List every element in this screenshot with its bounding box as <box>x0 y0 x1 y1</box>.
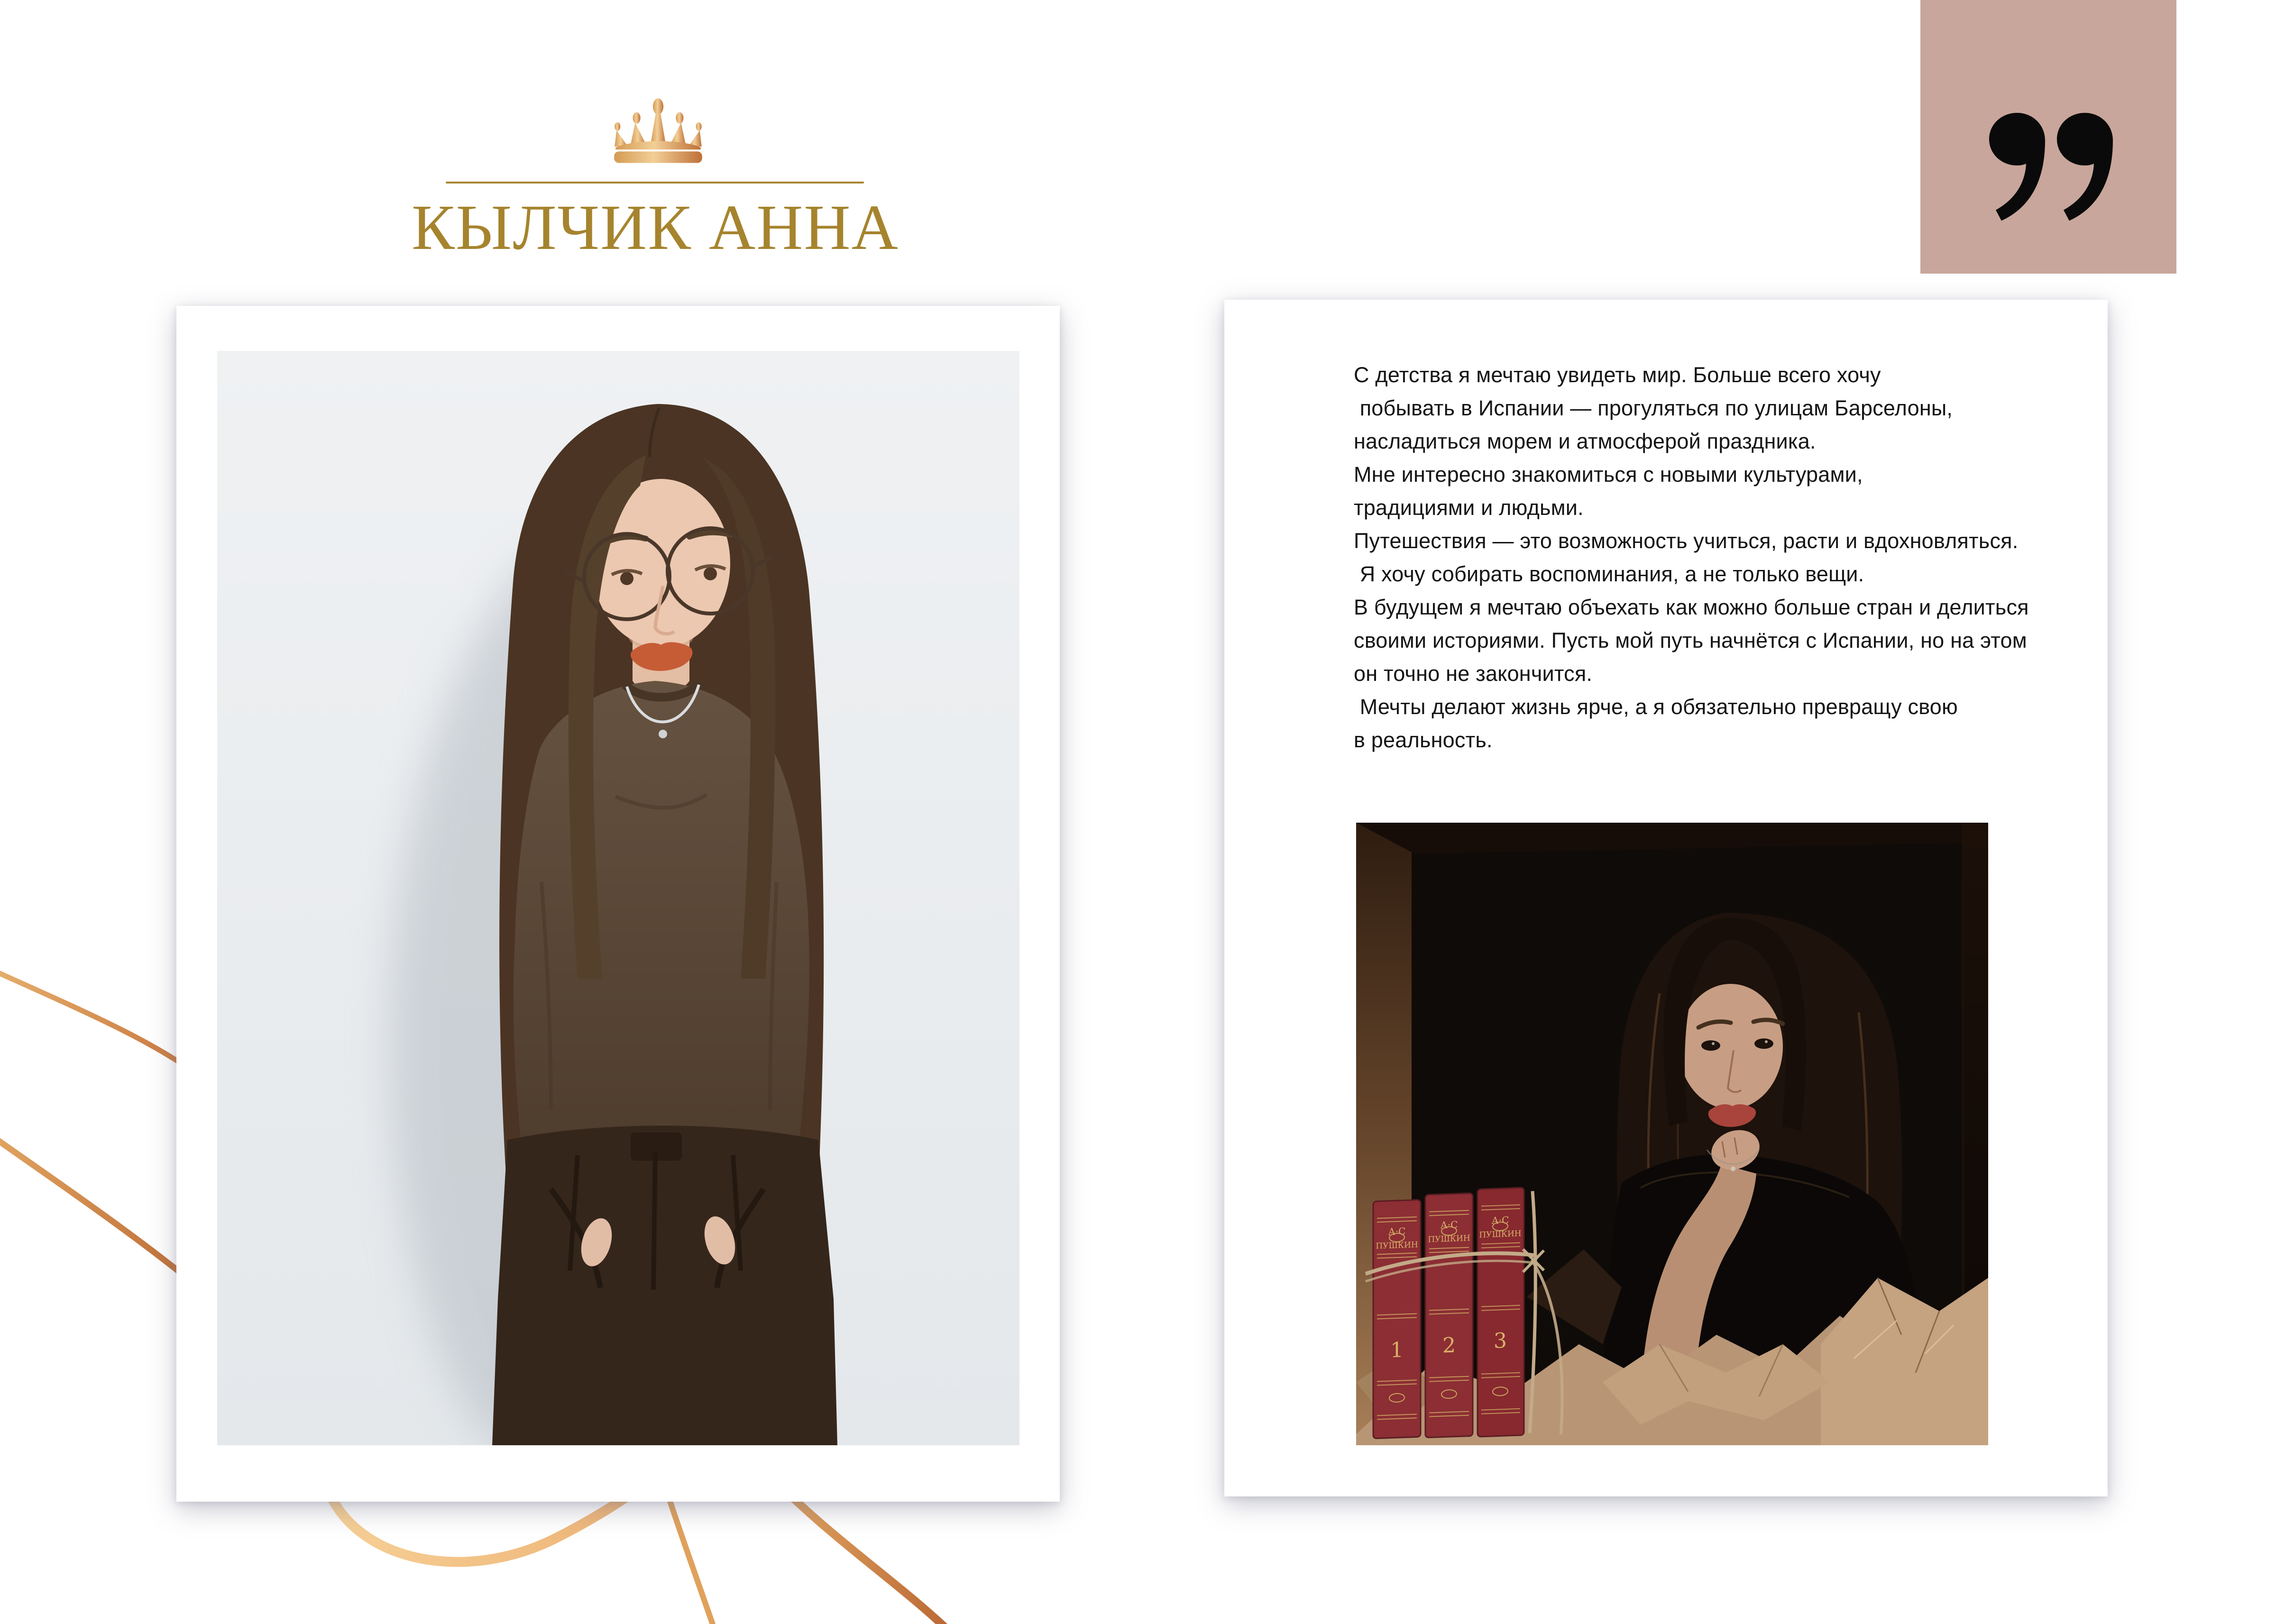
pendant <box>659 730 667 738</box>
portrait-photo <box>217 351 1019 1445</box>
girl-pendant <box>1731 1166 1735 1171</box>
bio-text-line: Мечты делают жизнь ярче, а я обязательно превращу свою <box>1354 695 1958 719</box>
book-volume-1 <box>1373 1200 1421 1438</box>
volume-number-3: 3 <box>1494 1328 1507 1353</box>
pleat-2 <box>653 1151 655 1290</box>
bio-text-line: своими историями. Пусть мой путь начнётся с Испании, но на этом <box>1354 628 2027 652</box>
bio-card <box>1224 300 2108 1496</box>
eye-left <box>620 572 633 585</box>
girl-eye-left <box>1701 1040 1720 1051</box>
crown-icon <box>603 97 713 164</box>
eye-right <box>704 567 717 580</box>
books-photo <box>1356 823 1988 1445</box>
bio-text-line: Путешествия — это возможность учиться, расти и вдохновляться. <box>1354 529 2019 553</box>
trousers <box>492 1126 837 1445</box>
bio-text-line: побывать в Испании — прогуляться по улицам Барселоны, <box>1354 396 1953 420</box>
spine-title-top: А·С <box>1440 1219 1458 1231</box>
quote-icon <box>1920 0 2176 274</box>
bio-text-line: Я хочу собирать воспоминания, а не только вещи. <box>1354 562 1864 586</box>
book-volume-3 <box>1477 1188 1524 1437</box>
bio-text-line: он точно не закончится. <box>1354 661 1593 686</box>
bio-text-line: Мне интересно знакомиться с новыми культурами, <box>1354 462 1863 486</box>
bio-text-line: В будущем я мечтаю объехать как можно больше стран и делиться <box>1354 595 2029 619</box>
gold-divider <box>446 182 864 184</box>
portrait-figure <box>492 404 837 1445</box>
girl-eye-right <box>1754 1038 1773 1049</box>
volume-number-1: 1 <box>1390 1338 1404 1363</box>
volume-number-2: 2 <box>1442 1333 1456 1358</box>
page-title: КЫЛЧИК АННА <box>412 192 899 263</box>
bio-text-line: традициями и людьми. <box>1354 495 1584 520</box>
spine-title-top: А·С <box>1491 1214 1509 1227</box>
eye-glint-left <box>1712 1042 1715 1045</box>
spine-title-bottom: ПУШКИН <box>1376 1240 1418 1251</box>
bio-text-line: в реальность. <box>1354 728 1493 752</box>
bio-text-line: С детства я мечтаю увидеть мир. Больше всего хочу <box>1354 363 1881 387</box>
bio-text <box>1354 358 2112 757</box>
eye-glint-right <box>1765 1040 1768 1043</box>
quote-block <box>1920 0 2176 274</box>
bio-text-line: насладиться морем и атмосферой праздника. <box>1354 429 1816 453</box>
spine-title-top: А·С <box>1388 1225 1406 1238</box>
portrait-card <box>176 306 1060 1502</box>
book-volume-2 <box>1425 1193 1473 1437</box>
spine-title-bottom: ПУШКИН <box>1479 1229 1522 1240</box>
spine-title-bottom: ПУШКИН <box>1428 1233 1470 1245</box>
